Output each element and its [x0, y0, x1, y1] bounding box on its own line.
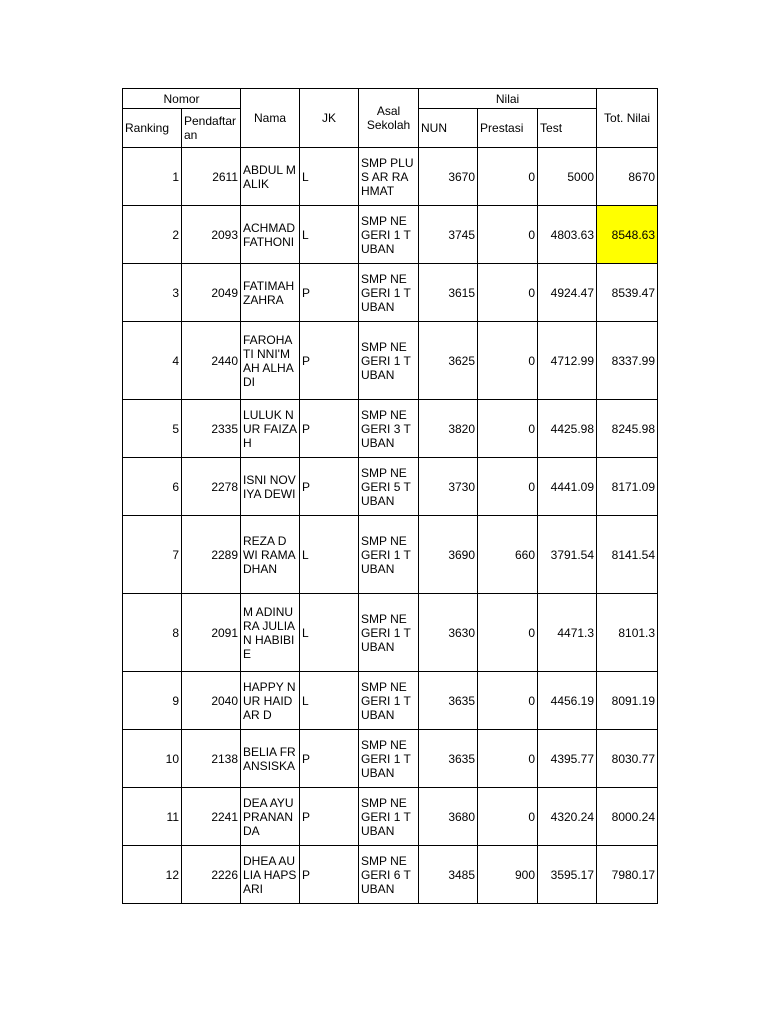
- cell-asal-sekolah: SMP NEGERI 5 TUBAN: [359, 458, 419, 516]
- cell-nun: 3635: [419, 672, 478, 730]
- cell-nun: 3730: [419, 458, 478, 516]
- table-row: [123, 148, 658, 206]
- cell-nun: 3670: [419, 148, 478, 206]
- table-row: [123, 206, 658, 264]
- cell-test: 4712.99: [538, 322, 597, 400]
- cell-pendaftaran: 2241: [182, 788, 241, 846]
- cell-pendaftaran: 2611: [182, 148, 241, 206]
- cell-prestasi: 0: [478, 322, 538, 400]
- cell-jk: L: [300, 516, 359, 594]
- cell-test: 5000: [538, 148, 597, 206]
- cell-tot-nilai: 8337.99: [597, 322, 658, 400]
- cell-tot-nilai: 7980.17: [597, 846, 658, 904]
- cell-tot-nilai: 8539.47: [597, 264, 658, 322]
- cell-test: 4425.98: [538, 400, 597, 458]
- cell-nama: DEA AYU PRANANDA: [241, 788, 300, 846]
- header-nomor: Nomor: [123, 89, 241, 109]
- cell-tot-nilai: 8091.19: [597, 672, 658, 730]
- cell-pendaftaran: 2440: [182, 322, 241, 400]
- table-row: [123, 730, 658, 788]
- cell-pendaftaran: 2226: [182, 846, 241, 904]
- cell-jk: P: [300, 846, 359, 904]
- cell-jk: L: [300, 594, 359, 672]
- header-nilai: Nilai: [419, 89, 597, 109]
- cell-test: 3791.54: [538, 516, 597, 594]
- header-test: Test: [538, 109, 597, 148]
- cell-prestasi: 0: [478, 206, 538, 264]
- cell-asal-sekolah: SMP NEGERI 1 TUBAN: [359, 516, 419, 594]
- cell-tot-nilai: 8245.98: [597, 400, 658, 458]
- cell-nama: M ADINURA JULIAN HABIBIE: [241, 594, 300, 672]
- cell-prestasi: 0: [478, 148, 538, 206]
- cell-nama: ISNI NOVIYA DEWI: [241, 458, 300, 516]
- cell-ranking: 7: [123, 516, 182, 594]
- cell-nama: REZA DWI RAMADHAN: [241, 516, 300, 594]
- cell-pendaftaran: 2289: [182, 516, 241, 594]
- cell-nun: 3745: [419, 206, 478, 264]
- cell-jk: P: [300, 788, 359, 846]
- header-ranking: Ranking: [123, 109, 182, 148]
- cell-ranking: 4: [123, 322, 182, 400]
- cell-test: 4471.3: [538, 594, 597, 672]
- header-tot-nilai: Tot. Nilai: [597, 89, 658, 148]
- cell-jk: P: [300, 458, 359, 516]
- cell-asal-sekolah: SMP NEGERI 1 TUBAN: [359, 206, 419, 264]
- cell-ranking: 1: [123, 148, 182, 206]
- cell-ranking: 8: [123, 594, 182, 672]
- header-nama: Nama: [241, 89, 300, 148]
- cell-nun: 3680: [419, 788, 478, 846]
- cell-nun: 3485: [419, 846, 478, 904]
- table-row: [123, 400, 658, 458]
- header-row-1: [123, 89, 658, 109]
- cell-jk: P: [300, 264, 359, 322]
- cell-pendaftaran: 2278: [182, 458, 241, 516]
- cell-asal-sekolah: SMP NEGERI 1 TUBAN: [359, 322, 419, 400]
- cell-asal-sekolah: SMP NEGERI 1 TUBAN: [359, 264, 419, 322]
- cell-ranking: 11: [123, 788, 182, 846]
- cell-asal-sekolah: SMP NEGERI 6 TUBAN: [359, 846, 419, 904]
- cell-nama: FAROHATI NNI'MAH ALHADI: [241, 322, 300, 400]
- cell-tot-nilai: 8171.09: [597, 458, 658, 516]
- cell-nama: FATIMAH ZAHRA: [241, 264, 300, 322]
- table-row: [123, 322, 658, 400]
- ranking-table: [122, 88, 658, 904]
- cell-nun: 3690: [419, 516, 478, 594]
- cell-nun: 3630: [419, 594, 478, 672]
- cell-jk: P: [300, 400, 359, 458]
- cell-prestasi: 660: [478, 516, 538, 594]
- cell-ranking: 3: [123, 264, 182, 322]
- cell-asal-sekolah: SMP NEGERI 1 TUBAN: [359, 788, 419, 846]
- cell-jk: L: [300, 206, 359, 264]
- table-row: [123, 264, 658, 322]
- cell-pendaftaran: 2093: [182, 206, 241, 264]
- cell-asal-sekolah: SMP NEGERI 1 TUBAN: [359, 594, 419, 672]
- cell-nama: ACHMAD FATHONI: [241, 206, 300, 264]
- cell-nun: 3635: [419, 730, 478, 788]
- cell-test: 4441.09: [538, 458, 597, 516]
- cell-nama: LULUK NUR FAIZAH: [241, 400, 300, 458]
- cell-prestasi: 0: [478, 730, 538, 788]
- table-row: [123, 788, 658, 846]
- cell-prestasi: 0: [478, 594, 538, 672]
- cell-pendaftaran: 2049: [182, 264, 241, 322]
- cell-tot-nilai: 8101.3: [597, 594, 658, 672]
- cell-jk: P: [300, 730, 359, 788]
- table-row: [123, 594, 658, 672]
- cell-nun: 3820: [419, 400, 478, 458]
- cell-nun: 3625: [419, 322, 478, 400]
- cell-test: 4320.24: [538, 788, 597, 846]
- cell-nama: HAPPY NUR HAIDAR D: [241, 672, 300, 730]
- cell-ranking: 9: [123, 672, 182, 730]
- cell-asal-sekolah: SMP NEGERI 1 TUBAN: [359, 730, 419, 788]
- cell-ranking: 5: [123, 400, 182, 458]
- cell-test: 4924.47: [538, 264, 597, 322]
- cell-test: 4803.63: [538, 206, 597, 264]
- cell-tot-nilai: 8548.63: [597, 206, 658, 264]
- header-prestasi: Prestasi: [478, 109, 538, 148]
- cell-prestasi: 0: [478, 458, 538, 516]
- cell-pendaftaran: 2040: [182, 672, 241, 730]
- cell-nama: BELIA FRANSISKA: [241, 730, 300, 788]
- header-pendaftaran: Pendaftar an: [182, 109, 241, 148]
- header-jk: JK: [300, 89, 359, 148]
- cell-prestasi: 0: [478, 264, 538, 322]
- table-row: [123, 672, 658, 730]
- cell-asal-sekolah: SMP PLUS AR RAHMAT: [359, 148, 419, 206]
- cell-nun: 3615: [419, 264, 478, 322]
- cell-asal-sekolah: SMP NEGERI 3 TUBAN: [359, 400, 419, 458]
- cell-nama: ABDUL MALIK: [241, 148, 300, 206]
- cell-test: 3595.17: [538, 846, 597, 904]
- cell-test: 4395.77: [538, 730, 597, 788]
- cell-tot-nilai: 8000.24: [597, 788, 658, 846]
- cell-jk: L: [300, 672, 359, 730]
- cell-tot-nilai: 8141.54: [597, 516, 658, 594]
- header-asal-sekolah: Asal Sekolah: [359, 89, 419, 148]
- cell-ranking: 10: [123, 730, 182, 788]
- cell-pendaftaran: 2091: [182, 594, 241, 672]
- header-nun: NUN: [419, 109, 478, 148]
- cell-prestasi: 900: [478, 846, 538, 904]
- table-row: [123, 846, 658, 904]
- table-row: [123, 458, 658, 516]
- cell-jk: L: [300, 148, 359, 206]
- cell-ranking: 2: [123, 206, 182, 264]
- cell-nama: DHEA AULIA HAPSARI: [241, 846, 300, 904]
- cell-asal-sekolah: SMP NEGERI 1 TUBAN: [359, 672, 419, 730]
- cell-prestasi: 0: [478, 400, 538, 458]
- cell-test: 4456.19: [538, 672, 597, 730]
- table-body: [123, 148, 658, 904]
- cell-tot-nilai: 8670: [597, 148, 658, 206]
- cell-pendaftaran: 2335: [182, 400, 241, 458]
- cell-tot-nilai: 8030.77: [597, 730, 658, 788]
- table-row: [123, 516, 658, 594]
- cell-pendaftaran: 2138: [182, 730, 241, 788]
- cell-prestasi: 0: [478, 788, 538, 846]
- cell-ranking: 6: [123, 458, 182, 516]
- cell-ranking: 12: [123, 846, 182, 904]
- cell-jk: P: [300, 322, 359, 400]
- cell-prestasi: 0: [478, 672, 538, 730]
